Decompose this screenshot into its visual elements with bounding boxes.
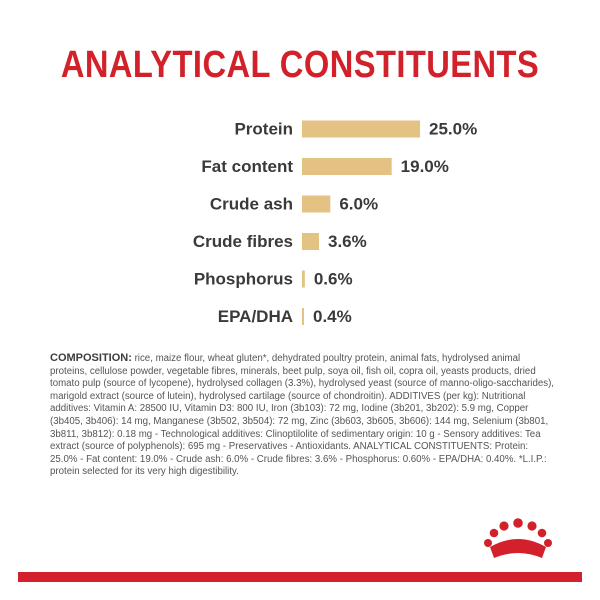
category-label: Crude fibres [192,232,293,251]
category-label: Phosphorus [193,269,293,289]
value-label: 19.0% [400,157,449,176]
footer-bar [18,572,582,582]
value-label: 25.0% [429,119,478,139]
value-label: 6.0% [339,194,379,214]
bar [302,196,330,213]
composition-label: COMPOSITION: [50,352,132,364]
composition-text [50,352,555,479]
bar [302,308,304,325]
bar [302,233,319,250]
value-label: 0.6% [313,269,353,289]
value-label: 3.6% [327,232,367,251]
bar [302,158,392,175]
category-label: Fat content [201,157,293,176]
category-label: EPA/DHA [217,307,293,326]
page-title: ANALYTICAL CONSTITUENTS [60,44,540,86]
composition-body: rice, maize flour, wheat gluten*, dehydrated poultry protein, animal fats, hydrolysed animal proteins, cellulose powder, vegetable fibres, minerals, beet pulp, soya oil, fish oil, copra oil, yeasts products, dried tomato pulp (source of lycopene), hydrolysed collagen (3.3%), hydrolysed yeast (source of manno-oligo-saccharides), marigold extract (source of lutein), hydrolysed cartilage (source of chondroitin). ADDITIVES (per kg): Nutritional additives: Vitamin A: 28500 IU, Vitamin D3: 800 IU, Iron (3b103): 72 mg, Iodine (3b201, 3b202): 5.9 mg, Copper (3b405, 3b406): 14 mg, Manganese (3b502, 3b504): 72 mg, Zinc (3b603, 3b605, 3b606): 144 mg, Selenium (3b801, 3b811, 3b812): 0.18 mg - Technological additives: Clinoptilolite of sedimentary origin: 10 g - Sensory additives: Tea extract (source of polyphenols): 695 mg - Preservatives - Antioxidants. ANALYTICAL CONSTITUENTS: Protein: 25.0% - Fat content: 19.0% - Crude ash: 6.0% - Crude fibres: 3.6% - Phosphorus: 0.60% - EPA/DHA: 0.40%. *L.I.P.: protein selected for its very high digestibility. [50,353,555,478]
crown-icon [480,517,556,565]
category-label: Crude ash [209,194,293,214]
category-label: Protein [234,119,293,139]
value-label: 0.4% [313,307,352,326]
analytical-constituents-chart [0,100,600,340]
bar [302,271,305,288]
bar [302,121,420,138]
